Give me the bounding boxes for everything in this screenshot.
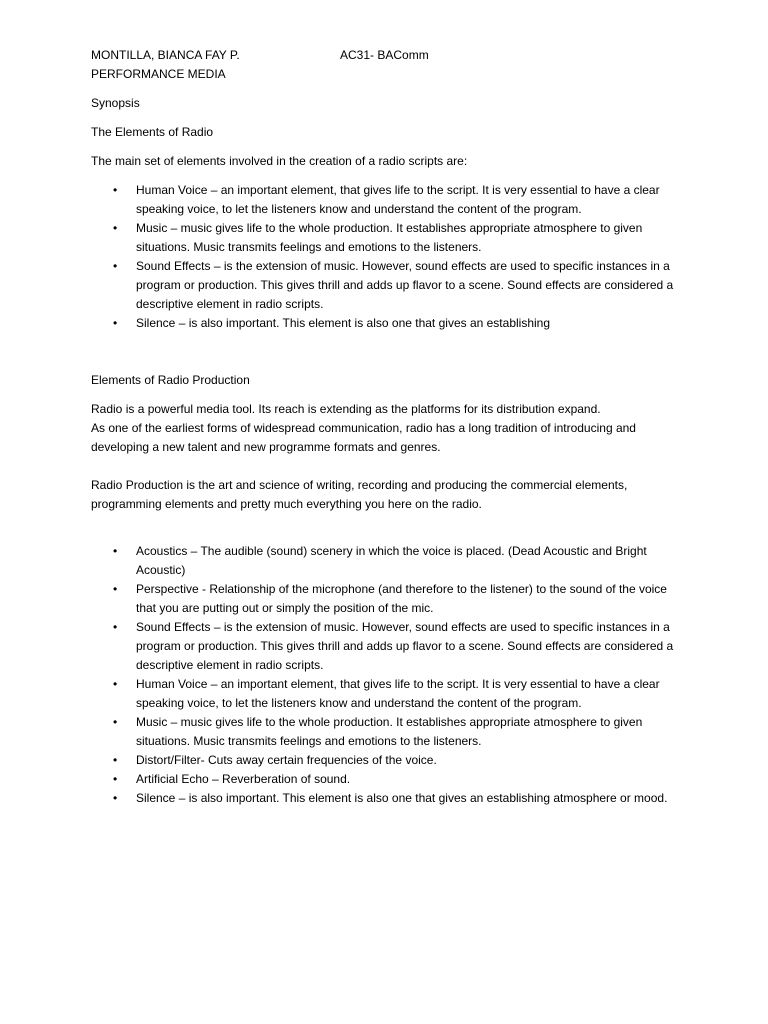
- bullet-icon: •: [113, 221, 118, 235]
- production-heading: Elements of Radio Production: [91, 373, 250, 387]
- list-item: [91, 580, 681, 618]
- elements-intro: The main set of elements involved in the creation of a radio scripts are:: [91, 154, 468, 168]
- list-item-text: Sound Effects – is the extension of music. However, sound effects are used to specific instances in a program or production. This gives thrill and adds up flavor to a scene. Sound effects are considered a descriptive element in radio scripts.: [136, 259, 674, 311]
- bullet-icon: •: [113, 753, 118, 767]
- bullet-icon: •: [113, 544, 118, 558]
- author-name: MONTILLA, BIANCA FAY P.: [91, 48, 240, 62]
- list-item-text: Perspective - Relationship of the microphone (and therefore to the listener) to the sound of the voice that you are putting out or simply the position of the mic.: [136, 582, 667, 615]
- course-code: AC31- BAComm: [340, 48, 429, 62]
- subject-title: PERFORMANCE MEDIA: [91, 67, 226, 81]
- production-list: [91, 542, 681, 808]
- list-item: [91, 542, 681, 580]
- list-item: [91, 675, 681, 713]
- list-item-text: Human Voice – an important element, that gives life to the script. It is very essential to have a clear speaking voice, to let the listeners know and understand the content of the program.: [136, 677, 660, 710]
- list-item: [91, 770, 681, 789]
- list-item: [91, 751, 681, 770]
- bullet-icon: •: [113, 183, 118, 197]
- document-content: [91, 46, 681, 808]
- bullet-icon: •: [113, 677, 118, 691]
- list-item-text: Sound Effects – is the extension of music. However, sound effects are used to specific instances in a program or production. This gives thrill and adds up flavor to a scene. Sound effects are considered a descriptive element in radio scripts.: [136, 620, 674, 672]
- list-item-text: Human Voice – an important element, that gives life to the script. It is very essential to have a clear speaking voice, to let the listeners know and understand the content of the program.: [136, 183, 660, 216]
- list-item-text: Music – music gives life to the whole production. It establishes appropriate atmosphere to given situations. Music transmits feelings and emotions to the listeners.: [136, 715, 643, 748]
- bullet-icon: •: [113, 582, 118, 596]
- header-row: [91, 46, 681, 65]
- production-paragraph-1b: As one of the earliest forms of widespread communication, radio has a long tradition of introducing and developing a new talent and new programme formats and genres.: [91, 421, 636, 454]
- list-item-text: Acoustics – The audible (sound) scenery in which the voice is placed. (Dead Acoustic and Bright Acoustic): [136, 544, 647, 577]
- production-paragraph-1a: Radio is a powerful media tool. Its reach is extending as the platforms for its distribution expand.: [91, 402, 601, 416]
- bullet-icon: •: [113, 620, 118, 634]
- list-item-text: Distort/Filter- Cuts away certain frequencies of the voice.: [136, 753, 437, 767]
- list-item-text: Silence – is also important. This element is also one that gives an establishing: [136, 316, 551, 330]
- list-item-text: Music – music gives life to the whole production. It establishes appropriate atmosphere to given situations. Music transmits feelings and emotions to the listeners.: [136, 221, 643, 254]
- list-item: [91, 789, 681, 808]
- synopsis-heading: Synopsis: [91, 96, 140, 110]
- list-item: [91, 181, 681, 219]
- list-item-text: Silence – is also important. This element is also one that gives an establishing atmosphere or mood.: [136, 791, 668, 805]
- list-item-text: Artificial Echo – Reverberation of sound.: [136, 772, 351, 786]
- elements-heading: The Elements of Radio: [91, 125, 214, 139]
- bullet-icon: •: [113, 715, 118, 729]
- bullet-icon: •: [113, 316, 118, 330]
- production-paragraph-2: Radio Production is the art and science of writing, recording and producing the commercial elements, programming elements and pretty much everything you here on the radio.: [91, 478, 628, 511]
- bullet-icon: •: [113, 259, 118, 273]
- elements-list: [91, 181, 681, 333]
- list-item: [91, 618, 681, 675]
- list-item: [91, 219, 681, 257]
- list-item: [91, 713, 681, 751]
- bullet-icon: •: [113, 791, 118, 805]
- bullet-icon: •: [113, 772, 118, 786]
- list-item: [91, 257, 681, 314]
- list-item: [91, 314, 681, 333]
